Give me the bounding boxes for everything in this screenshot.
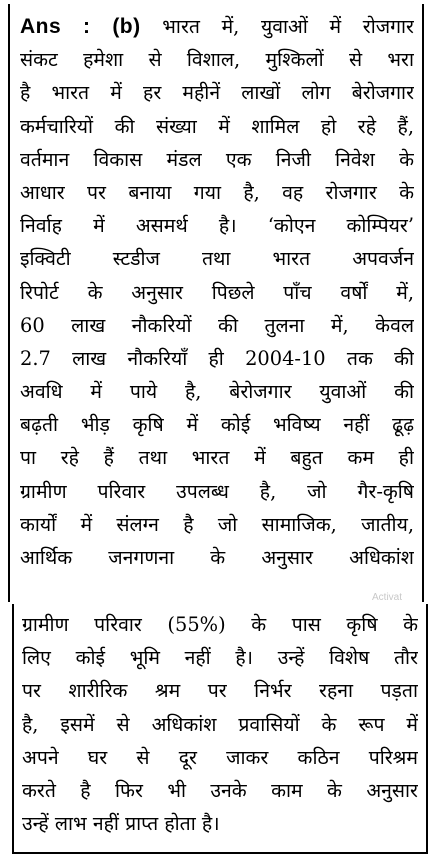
answer-line: 60 लाख नौकरियों की तुलना में, केवल <box>20 313 414 337</box>
answer-line: कर्मचारियों की संख्या में शामिल हो रहे हैं, <box>20 114 414 138</box>
answer-line: 2.7 लाख नौकरियाँ ही 2004-10 तक की <box>20 346 414 370</box>
answer-line: बढ़ती भीड़ कृषि में कोई भविष्य नहीं ढूढ़ <box>20 413 414 437</box>
answer-line: पा रहे हैं तथा भारत में बहुत कम ही <box>20 446 414 470</box>
answer-line: है भारत में हर महीनें लाखों लोग बेरोजगार <box>20 81 414 105</box>
answer-line: ग्रामीण परिवार (55%) के पास कृषि के <box>22 613 418 636</box>
answer-line: उन्हें लाभ नहीं प्राप्त होता है। <box>22 812 220 836</box>
answer-line: वर्तमान विकास मंडल एक निजी निवेश के <box>20 147 414 171</box>
answer-line-text: भारत में, युवाओं में रोजगार <box>162 15 414 38</box>
answer-line: आधार पर बनाया गया है, वह रोजगार के <box>20 180 414 204</box>
answer-line: अवधि में पाये है, बेरोजगार युवाओं की <box>20 380 414 404</box>
answer-line: रिपोर्ट के अनुसार पिछले पाँच वर्षों में, <box>20 280 414 304</box>
answer-line: निर्वाह में असमर्थ है। ‘कोएन कोम्पियर’ <box>20 214 414 238</box>
answer-line: ग्रामीण परिवार उपलब्ध है, जो गैर-कृषि <box>20 479 414 503</box>
answer-line: इक्विटी स्टडीज तथा भारत अपवर्जन <box>20 247 414 271</box>
answer-line: संकट हमेशा से विशाल, मुश्किलों से भरा <box>20 48 414 72</box>
answer-line: करते है फिर भी उनके काम के अनुसार <box>22 778 418 802</box>
answer-line: आर्थिक जनगणना के अनुसार अधिकांश <box>20 546 414 569</box>
activation-watermark: Activat <box>372 592 403 603</box>
answer-line-1 <box>20 10 414 43</box>
answer-line: पर शारीरिक श्रम पर निर्भर रहना पड़ता <box>22 679 418 703</box>
answer-block-top <box>8 4 424 602</box>
answer-line: है, इसमें से अधिकांश प्रवासियों के रूप में <box>22 712 418 736</box>
answer-block-bottom <box>12 604 428 854</box>
answer-label: Ans : (b) <box>20 15 141 38</box>
answer-line: कार्यों में संलग्न है जो सामाजिक, जातीय, <box>20 512 414 536</box>
answer-line: लिए कोई भूमि नहीं है। उन्हें विशेष तौर <box>22 646 418 670</box>
answer-line: अपने घर से दूर जाकर कठिन परिश्रम <box>22 745 418 769</box>
